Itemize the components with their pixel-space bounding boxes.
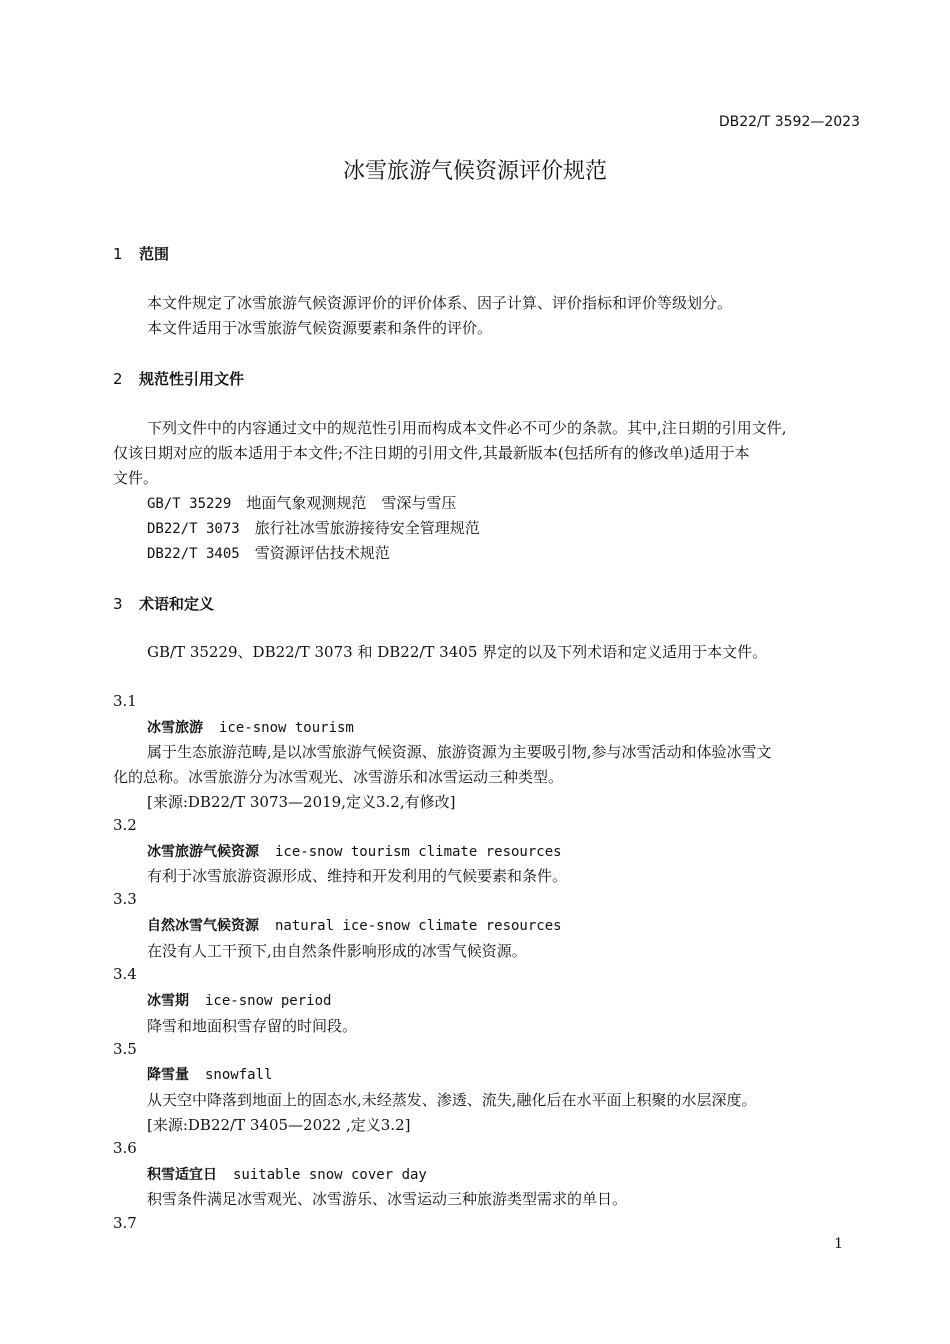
term-definition: 从天空中降落到地面上的固态水,未经蒸发、渗透、流失,融化后在水平面上积聚的水层深度。 <box>147 1091 757 1109</box>
term-zh: 自然冰雪气候资源 <box>147 918 259 934</box>
term-zh: 冰雪旅游气候资源 <box>147 844 259 860</box>
section-number: 1 <box>113 245 123 263</box>
section-title: 规范性引用文件 <box>139 370 245 388</box>
term-definition: 在没有人工干预下,由自然条件影响形成的冰雪气候资源。 <box>147 942 527 960</box>
reference-name: 雪资源评估技术规范 <box>254 544 390 562</box>
paragraph: 下列文件中的内容通过文中的规范性引用而构成本文件必不可少的条款。其中,注日期的引用文件, <box>147 419 787 437</box>
term <box>147 1064 272 1084</box>
term-definition: 积雪条件满足冰雪观光、冰雪游乐、冰雪运动三种旅游类型需求的单日。 <box>147 1190 628 1208</box>
term-en: suitable snow cover day <box>233 1167 427 1183</box>
reference-item <box>147 517 480 538</box>
term-zh: 积雪适宜日 <box>147 1167 217 1183</box>
section-3-heading <box>113 593 214 614</box>
term-number: 3.4 <box>113 965 137 983</box>
section-title: 范围 <box>139 245 170 263</box>
reference-item <box>147 492 456 513</box>
paragraph: 本文件规定了冰雪旅游气候资源评价的评价体系、因子计算、评价指标和评价等级划分。 <box>147 294 733 312</box>
term-en: ice-snow period <box>205 993 332 1009</box>
paragraph: 仅该日期对应的版本适用于本文件;不注日期的引用文件,其最新版本(包括所有的修改单)适用于本 <box>113 444 750 462</box>
reference-code: GB/T 35229 <box>147 496 232 512</box>
term-definition: 降雪和地面积雪存留的时间段。 <box>147 1017 358 1035</box>
term-en: natural ice-snow climate resources <box>275 918 562 934</box>
term-en: ice-snow tourism <box>219 720 354 736</box>
term <box>147 990 331 1010</box>
term-number: 3.2 <box>113 816 137 834</box>
term <box>147 717 354 737</box>
term-zh: 冰雪旅游 <box>147 720 203 736</box>
paragraph: 文件。 <box>113 469 159 487</box>
reference-name: 旅行社冰雪旅游接待安全管理规范 <box>254 519 480 537</box>
reference-item <box>147 542 390 563</box>
term <box>147 1164 427 1184</box>
term-definition: 有利于冰雪旅游资源形成、维持和开发利用的气候要素和条件。 <box>147 867 568 885</box>
term-number: 3.3 <box>113 890 137 908</box>
term-en: ice-snow tourism climate resources <box>275 844 562 860</box>
reference-code: DB22/T 3073 <box>147 521 240 537</box>
reference-code: DB22/T 3405 <box>147 546 240 562</box>
section-number: 3 <box>113 595 123 613</box>
page-number: 1 <box>834 1236 843 1252</box>
term-number: 3.1 <box>113 692 137 710</box>
section-1-heading <box>113 243 169 264</box>
standard-number: DB22/T 3592—2023 <box>718 114 860 130</box>
term-source: [来源:DB22/T 3405—2022 ,定义3.2] <box>147 1116 411 1134</box>
term-en: snowfall <box>205 1067 273 1083</box>
section-title: 术语和定义 <box>139 595 215 613</box>
page-title: 冰雪旅游气候资源评价规范 <box>342 159 607 184</box>
term-definition: 属于生态旅游范畴,是以冰雪旅游气候资源、旅游资源为主要吸引物,参与冰雪活动和体验冰雪文 <box>147 743 772 761</box>
term-source: [来源:DB22/T 3073—2019,定义3.2,有修改] <box>147 793 456 811</box>
term <box>147 841 562 861</box>
section-number: 2 <box>113 370 123 388</box>
term-number: 3.6 <box>113 1139 137 1157</box>
paragraph: 本文件适用于冰雪旅游气候资源要素和条件的评价。 <box>147 319 493 337</box>
reference-name: 地面气象观测规范 雪深与雪压 <box>246 494 457 512</box>
term <box>147 915 562 935</box>
paragraph: GB/T 35229、DB22/T 3073 和 DB22/T 3405 界定的以及下列术语和定义适用于本文件。 <box>147 643 768 661</box>
section-2-heading <box>113 368 244 389</box>
term-definition: 化的总称。冰雪旅游分为冰雪观光、冰雪游乐和冰雪运动三种类型。 <box>113 768 564 786</box>
term-zh: 冰雪期 <box>147 993 189 1009</box>
term-number: 3.5 <box>113 1040 137 1058</box>
term-number: 3.7 <box>113 1214 137 1232</box>
term-zh: 降雪量 <box>147 1067 189 1083</box>
